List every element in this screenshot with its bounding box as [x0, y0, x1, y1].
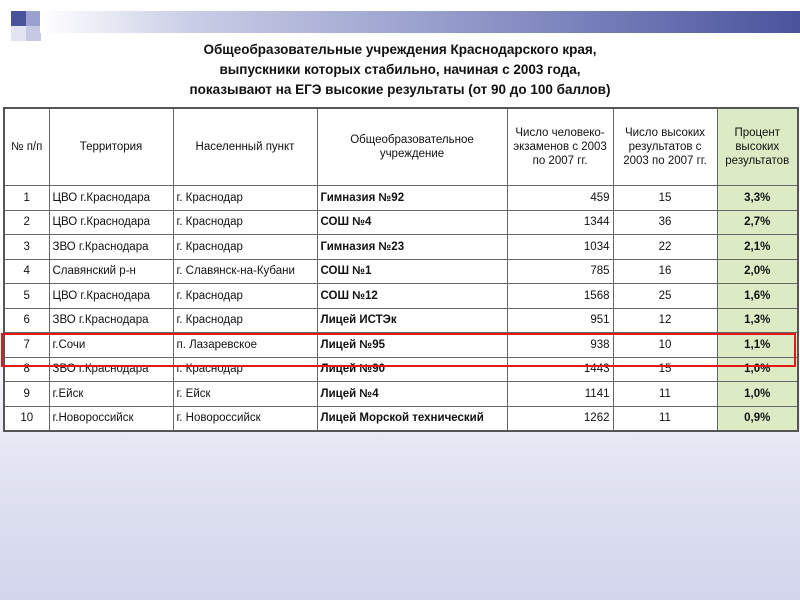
cell-settlement: г. Краснодар: [173, 235, 317, 260]
cell-institution: СОШ №1: [317, 259, 507, 284]
cell-institution: Лицей ИСТЭк: [317, 308, 507, 333]
cell-exams: 1443: [507, 357, 613, 382]
header-territory: Территория: [49, 108, 173, 186]
cell-settlement: г. Ейск: [173, 382, 317, 407]
table-row: [4, 308, 798, 333]
decor-square: [11, 26, 26, 41]
results-table: [3, 107, 799, 432]
cell-high-results: 22: [613, 235, 717, 260]
cell-percent: 2,0%: [717, 259, 798, 284]
cell-institution: СОШ №4: [317, 210, 507, 235]
table-header-row: [4, 108, 798, 186]
table-row: [4, 406, 798, 431]
cell-percent: 1,3%: [717, 308, 798, 333]
table-row: [4, 284, 798, 309]
cell-high-results: 25: [613, 284, 717, 309]
cell-settlement: п. Лазаревское: [173, 333, 317, 358]
cell-territory: ЦВО г.Краснодара: [49, 186, 173, 211]
cell-settlement: г. Краснодар: [173, 284, 317, 309]
cell-territory: ЗВО г.Краснодара: [49, 235, 173, 260]
table-row: [4, 210, 798, 235]
decor-gradient-bar: [40, 11, 800, 33]
title-line-3: показывают на ЕГЭ высокие результаты (от 90 до 100 баллов): [189, 82, 611, 97]
header-percent: Процент высоких результатов: [717, 108, 798, 186]
header-exams: Число человеко-экзаменов с 2003 по 2007 гг.: [507, 108, 613, 186]
cell-high-results: 10: [613, 333, 717, 358]
cell-exams: 1262: [507, 406, 613, 431]
cell-high-results: 15: [613, 186, 717, 211]
cell-settlement: г. Краснодар: [173, 308, 317, 333]
page-title: [100, 40, 700, 100]
cell-num: 5: [4, 284, 49, 309]
cell-institution: Лицей №95: [317, 333, 507, 358]
cell-high-results: 11: [613, 382, 717, 407]
cell-percent: 2,7%: [717, 210, 798, 235]
decor-square: [26, 26, 41, 41]
cell-exams: 938: [507, 333, 613, 358]
cell-exams: 785: [507, 259, 613, 284]
cell-exams: 1034: [507, 235, 613, 260]
cell-territory: г.Ейск: [49, 382, 173, 407]
cell-territory: ЦВО г.Краснодара: [49, 284, 173, 309]
cell-percent: 1,1%: [717, 333, 798, 358]
title-line-2: выпускники которых стабильно, начиная с 2003 года,: [219, 62, 581, 77]
cell-percent: 0,9%: [717, 406, 798, 431]
cell-territory: г.Сочи: [49, 333, 173, 358]
header-high-results: Число высоких результатов с 2003 по 2007 гг.: [613, 108, 717, 186]
cell-high-results: 15: [613, 357, 717, 382]
table-row: [4, 235, 798, 260]
cell-num: 1: [4, 186, 49, 211]
cell-institution: Гимназия №92: [317, 186, 507, 211]
header-num: № п/п: [4, 108, 49, 186]
title-line-1: Общеобразовательные учреждения Краснодарского края,: [203, 42, 597, 57]
header-settlement: Населенный пункт: [173, 108, 317, 186]
cell-num: 4: [4, 259, 49, 284]
cell-institution: Гимназия №23: [317, 235, 507, 260]
cell-territory: ЗВО г.Краснодара: [49, 308, 173, 333]
cell-num: 9: [4, 382, 49, 407]
header-institution: Общеобразовательное учреждение: [317, 108, 507, 186]
cell-exams: 951: [507, 308, 613, 333]
cell-num: 7: [4, 333, 49, 358]
cell-num: 8: [4, 357, 49, 382]
cell-settlement: г. Краснодар: [173, 186, 317, 211]
cell-exams: 1344: [507, 210, 613, 235]
cell-territory: ЦВО г.Краснодара: [49, 210, 173, 235]
cell-high-results: 16: [613, 259, 717, 284]
table-row: [4, 259, 798, 284]
decor-square: [11, 11, 26, 26]
cell-exams: 1141: [507, 382, 613, 407]
cell-exams: 1568: [507, 284, 613, 309]
cell-num: 3: [4, 235, 49, 260]
cell-high-results: 11: [613, 406, 717, 431]
cell-institution: Лицей №4: [317, 382, 507, 407]
cell-institution: Лицей Морской технический: [317, 406, 507, 431]
cell-settlement: г. Славянск-на-Кубани: [173, 259, 317, 284]
cell-territory: Славянский р-н: [49, 259, 173, 284]
cell-exams: 459: [507, 186, 613, 211]
cell-high-results: 12: [613, 308, 717, 333]
decor-square: [26, 11, 41, 26]
table-row: [4, 382, 798, 407]
cell-num: 10: [4, 406, 49, 431]
cell-percent: 1,0%: [717, 382, 798, 407]
cell-settlement: г. Краснодар: [173, 210, 317, 235]
cell-high-results: 36: [613, 210, 717, 235]
cell-num: 2: [4, 210, 49, 235]
cell-territory: ЗВО г.Краснодара: [49, 357, 173, 382]
cell-settlement: г. Новороссийск: [173, 406, 317, 431]
table-row: [4, 186, 798, 211]
cell-percent: 1,0%: [717, 357, 798, 382]
cell-num: 6: [4, 308, 49, 333]
cell-territory: г.Новороссийск: [49, 406, 173, 431]
highlight-frame: [1, 333, 796, 367]
cell-institution: Лицей №90: [317, 357, 507, 382]
cell-percent: 1,6%: [717, 284, 798, 309]
cell-institution: СОШ №12: [317, 284, 507, 309]
cell-percent: 2,1%: [717, 235, 798, 260]
cell-settlement: г. Краснодар: [173, 357, 317, 382]
cell-percent: 3,3%: [717, 186, 798, 211]
